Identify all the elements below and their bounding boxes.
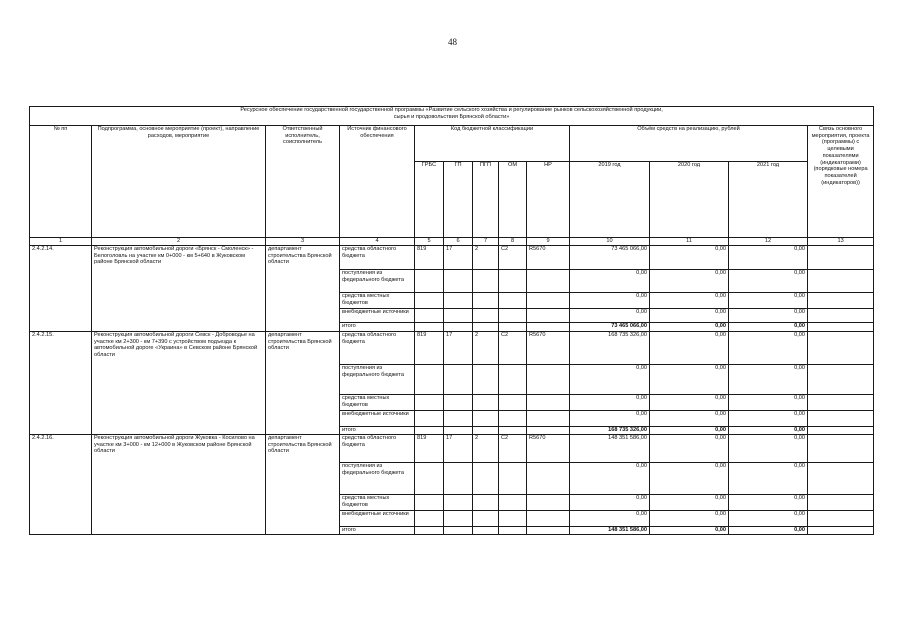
header-indicator-link: Связь основного мероприятия, проекта (программы) с целевыми показателями (индикаторами) (порядковые номера показателей (индикаторов)) bbox=[808, 126, 874, 238]
row-code-om: С2 bbox=[499, 435, 527, 463]
row-amount-y2020: 0,00 bbox=[650, 323, 729, 332]
row-code-pgp: 2 bbox=[473, 435, 499, 463]
row-code-gp: 17 bbox=[444, 332, 473, 365]
empty-cell bbox=[444, 411, 473, 427]
row-indicator-link bbox=[808, 495, 874, 511]
empty-cell bbox=[473, 411, 499, 427]
header-2019: 2019 год bbox=[570, 162, 650, 238]
row-amount-y2020: 0,00 bbox=[650, 427, 729, 435]
row-amount-y2019: 0,00 bbox=[570, 365, 650, 395]
row-funding-source: внебюджетные источники bbox=[340, 511, 415, 527]
row-amount-y2021: 0,00 bbox=[729, 323, 808, 332]
row-funding-source: средства местных бюджетов bbox=[340, 293, 415, 309]
column-number-row bbox=[30, 238, 874, 246]
empty-cell bbox=[415, 323, 444, 332]
empty-cell bbox=[473, 463, 499, 495]
header-volume: Объём средств на реализацию, рублей bbox=[570, 126, 808, 162]
row-code-grbs: 819 bbox=[415, 246, 444, 270]
empty-cell bbox=[444, 495, 473, 511]
row-indicator-link bbox=[808, 427, 874, 435]
header-pgp: ПГП bbox=[473, 162, 499, 238]
empty-cell bbox=[415, 427, 444, 435]
row-amount-y2021: 0,00 bbox=[729, 332, 808, 365]
row-executor: департамент строительства Брянской области bbox=[266, 246, 340, 332]
row-amount-y2019: 148 351 586,00 bbox=[570, 435, 650, 463]
row-indicator-link bbox=[808, 270, 874, 293]
empty-cell bbox=[415, 309, 444, 323]
row-funding-source: поступления из федерального бюджета bbox=[340, 365, 415, 395]
row-amount-y2021: 0,00 bbox=[729, 495, 808, 511]
empty-cell bbox=[415, 511, 444, 527]
row-funding-source: итого bbox=[340, 527, 415, 535]
empty-cell bbox=[444, 293, 473, 309]
row-number: 2.4.2.14. bbox=[30, 246, 92, 332]
row-funding-source: внебюджетные источники bbox=[340, 309, 415, 323]
table-row bbox=[30, 246, 874, 270]
header-num: № пп bbox=[30, 126, 92, 238]
row-funding-source: итого bbox=[340, 323, 415, 332]
row-executor: департамент строительства Брянской области bbox=[266, 332, 340, 435]
table-row bbox=[30, 332, 874, 365]
row-code-grbs: 819 bbox=[415, 332, 444, 365]
empty-cell bbox=[527, 365, 570, 395]
row-amount-y2021: 0,00 bbox=[729, 293, 808, 309]
empty-cell bbox=[499, 309, 527, 323]
empty-cell bbox=[473, 270, 499, 293]
row-indicator-link bbox=[808, 309, 874, 323]
empty-cell bbox=[527, 270, 570, 293]
empty-cell bbox=[415, 270, 444, 293]
row-measure-name: Реконструкция автомобильной дороги «Брянск - Смоленск» - Белоголовль на участке км 0+000 - км 5+640 в Жуковском районе Брянской области bbox=[92, 246, 266, 332]
empty-cell bbox=[415, 495, 444, 511]
row-code-gp: 17 bbox=[444, 246, 473, 270]
row-measure-name: Реконструкция автомобильной дороги Севск - Доброводье на участке км 2+300 - км 7+390 с устройством подъезда к автомобильной дороге «Украина» в Севском районе Брянской области bbox=[92, 332, 266, 435]
row-amount-y2019: 0,00 bbox=[570, 411, 650, 427]
row-amount-y2020: 0,00 bbox=[650, 293, 729, 309]
empty-cell bbox=[415, 463, 444, 495]
row-amount-y2020: 0,00 bbox=[650, 332, 729, 365]
row-code-nr: R5670 bbox=[527, 246, 570, 270]
table-title-line-1: Ресурсное обеспечение государственной государственной программы «Развитие сельского хозяйства и регулирование рынков сельскохозяйственной продукции, bbox=[240, 107, 663, 113]
row-amount-y2021: 0,00 bbox=[729, 309, 808, 323]
empty-cell bbox=[444, 365, 473, 395]
header-2021: 2021 год bbox=[729, 162, 808, 238]
empty-cell bbox=[473, 427, 499, 435]
column-number-cell: 7 bbox=[473, 238, 499, 246]
row-amount-y2021: 0,00 bbox=[729, 246, 808, 270]
empty-cell bbox=[527, 323, 570, 332]
header-om: ОМ bbox=[499, 162, 527, 238]
row-code-pgp: 2 bbox=[473, 332, 499, 365]
row-amount-y2021: 0,00 bbox=[729, 365, 808, 395]
row-code-om: С2 bbox=[499, 246, 527, 270]
page-number: 48 bbox=[448, 37, 457, 47]
row-amount-y2020: 0,00 bbox=[650, 365, 729, 395]
row-code-grbs: 819 bbox=[415, 435, 444, 463]
empty-cell bbox=[499, 270, 527, 293]
row-funding-source: средства местных бюджетов bbox=[340, 395, 415, 411]
empty-cell bbox=[527, 293, 570, 309]
row-amount-y2021: 0,00 bbox=[729, 395, 808, 411]
empty-cell bbox=[444, 463, 473, 495]
empty-cell bbox=[415, 365, 444, 395]
empty-cell bbox=[473, 495, 499, 511]
row-code-gp: 17 bbox=[444, 435, 473, 463]
column-number-cell: 12 bbox=[729, 238, 808, 246]
row-indicator-link bbox=[808, 527, 874, 535]
empty-cell bbox=[444, 270, 473, 293]
row-amount-y2021: 0,00 bbox=[729, 511, 808, 527]
empty-cell bbox=[499, 395, 527, 411]
row-amount-y2020: 0,00 bbox=[650, 411, 729, 427]
row-funding-source: средства областного бюджета bbox=[340, 246, 415, 270]
row-funding-source: средства областного бюджета bbox=[340, 332, 415, 365]
row-measure-name: Реконструкция автомобильной дороги Жуковка - Косилово на участке км 3+000 - км 12+000 в Жуковском районе Брянской области bbox=[92, 435, 266, 535]
row-code-nr: R5670 bbox=[527, 435, 570, 463]
column-number-cell: 11 bbox=[650, 238, 729, 246]
row-amount-y2021: 0,00 bbox=[729, 270, 808, 293]
row-indicator-link bbox=[808, 365, 874, 395]
empty-cell bbox=[444, 427, 473, 435]
empty-cell bbox=[499, 365, 527, 395]
empty-cell bbox=[415, 293, 444, 309]
row-amount-y2019: 0,00 bbox=[570, 270, 650, 293]
empty-cell bbox=[527, 395, 570, 411]
column-number-cell: 1 bbox=[30, 238, 92, 246]
empty-cell bbox=[499, 463, 527, 495]
empty-cell bbox=[473, 395, 499, 411]
empty-cell bbox=[499, 511, 527, 527]
empty-cell bbox=[499, 323, 527, 332]
row-amount-y2020: 0,00 bbox=[650, 435, 729, 463]
empty-cell bbox=[527, 511, 570, 527]
row-amount-y2019: 0,00 bbox=[570, 309, 650, 323]
empty-cell bbox=[473, 527, 499, 535]
empty-cell bbox=[415, 411, 444, 427]
row-amount-y2021: 0,00 bbox=[729, 463, 808, 495]
header-grbs: ГРБС bbox=[415, 162, 444, 238]
empty-cell bbox=[499, 411, 527, 427]
empty-cell bbox=[473, 309, 499, 323]
column-number-cell: 9 bbox=[527, 238, 570, 246]
row-funding-source: поступления из федерального бюджета bbox=[340, 270, 415, 293]
empty-cell bbox=[499, 427, 527, 435]
row-executor: департамент строительства Брянской области bbox=[266, 435, 340, 535]
row-amount-y2020: 0,00 bbox=[650, 527, 729, 535]
row-funding-source: средства местных бюджетов bbox=[340, 495, 415, 511]
row-amount-y2019: 0,00 bbox=[570, 395, 650, 411]
header-subprogram: Подпрограмма, основное мероприятие (проект), направление расходов, мероприятие bbox=[92, 126, 266, 238]
row-code-om: С2 bbox=[499, 332, 527, 365]
row-number: 2.4.2.15. bbox=[30, 332, 92, 435]
empty-cell bbox=[527, 411, 570, 427]
row-amount-y2019: 0,00 bbox=[570, 463, 650, 495]
header-2020: 2020 год bbox=[650, 162, 729, 238]
empty-cell bbox=[444, 309, 473, 323]
table-title bbox=[30, 107, 874, 126]
header-budget-code: Код бюджетной классификации bbox=[415, 126, 570, 162]
row-amount-y2019: 168 735 326,00 bbox=[570, 427, 650, 435]
row-amount-y2020: 0,00 bbox=[650, 309, 729, 323]
row-funding-source: средства областного бюджета bbox=[340, 435, 415, 463]
row-amount-y2020: 0,00 bbox=[650, 511, 729, 527]
row-indicator-link bbox=[808, 411, 874, 427]
empty-cell bbox=[473, 323, 499, 332]
table-title-line-2: сырья и продовольствия Брянской области» bbox=[393, 113, 510, 120]
row-indicator-link bbox=[808, 246, 874, 270]
row-indicator-link bbox=[808, 293, 874, 309]
row-code-nr: R5670 bbox=[527, 332, 570, 365]
empty-cell bbox=[527, 309, 570, 323]
empty-cell bbox=[527, 427, 570, 435]
row-amount-y2021: 0,00 bbox=[729, 411, 808, 427]
row-amount-y2019: 0,00 bbox=[570, 293, 650, 309]
column-number-cell: 6 bbox=[444, 238, 473, 246]
row-amount-y2021: 0,00 bbox=[729, 427, 808, 435]
row-indicator-link bbox=[808, 463, 874, 495]
header-source: Источник финансового обеспечения bbox=[340, 126, 415, 238]
row-amount-y2021: 0,00 bbox=[729, 435, 808, 463]
empty-cell bbox=[473, 511, 499, 527]
empty-cell bbox=[499, 293, 527, 309]
row-amount-y2019: 148 351 586,00 bbox=[570, 527, 650, 535]
row-amount-y2020: 0,00 bbox=[650, 246, 729, 270]
row-indicator-link bbox=[808, 435, 874, 463]
header-nr: НР bbox=[527, 162, 570, 238]
row-code-pgp: 2 bbox=[473, 246, 499, 270]
empty-cell bbox=[444, 323, 473, 332]
row-funding-source: итого bbox=[340, 427, 415, 435]
empty-cell bbox=[444, 527, 473, 535]
empty-cell bbox=[444, 511, 473, 527]
row-number: 2.4.2.16. bbox=[30, 435, 92, 535]
row-amount-y2021: 0,00 bbox=[729, 527, 808, 535]
empty-cell bbox=[527, 527, 570, 535]
empty-cell bbox=[499, 495, 527, 511]
row-amount-y2019: 0,00 bbox=[570, 511, 650, 527]
row-amount-y2020: 0,00 bbox=[650, 495, 729, 511]
column-number-cell: 2 bbox=[92, 238, 266, 246]
empty-cell bbox=[473, 293, 499, 309]
column-number-cell: 5 bbox=[415, 238, 444, 246]
header-gp: ГП bbox=[444, 162, 473, 238]
resource-table bbox=[29, 106, 874, 535]
row-funding-source: поступления из федерального бюджета bbox=[340, 463, 415, 495]
row-amount-y2019: 0,00 bbox=[570, 495, 650, 511]
column-number-cell: 13 bbox=[808, 238, 874, 246]
empty-cell bbox=[415, 395, 444, 411]
empty-cell bbox=[527, 495, 570, 511]
empty-cell bbox=[444, 395, 473, 411]
row-amount-y2020: 0,00 bbox=[650, 270, 729, 293]
column-number-cell: 10 bbox=[570, 238, 650, 246]
row-amount-y2019: 168 735 326,00 bbox=[570, 332, 650, 365]
column-number-cell: 4 bbox=[340, 238, 415, 246]
row-amount-y2020: 0,00 bbox=[650, 395, 729, 411]
row-amount-y2019: 73 465 066,00 bbox=[570, 246, 650, 270]
empty-cell bbox=[473, 365, 499, 395]
table-row bbox=[30, 435, 874, 463]
row-indicator-link bbox=[808, 323, 874, 332]
empty-cell bbox=[499, 527, 527, 535]
empty-cell bbox=[415, 527, 444, 535]
row-indicator-link bbox=[808, 332, 874, 365]
row-indicator-link bbox=[808, 395, 874, 411]
column-number-cell: 3 bbox=[266, 238, 340, 246]
row-amount-y2020: 0,00 bbox=[650, 463, 729, 495]
column-number-cell: 8 bbox=[499, 238, 527, 246]
header-executor: Ответственный исполнитель, соисполнитель bbox=[266, 126, 340, 238]
empty-cell bbox=[527, 463, 570, 495]
row-funding-source: внебюджетные источники bbox=[340, 411, 415, 427]
row-amount-y2019: 73 465 066,00 bbox=[570, 323, 650, 332]
row-indicator-link bbox=[808, 511, 874, 527]
